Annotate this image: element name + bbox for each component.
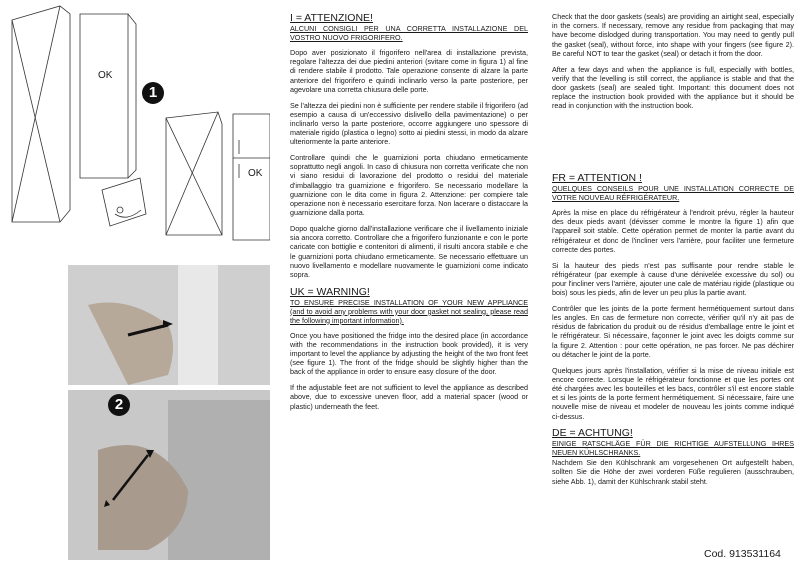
english-paragraph-3: Check that the door gaskets (seals) are providing an airtight seal, especially in the corners. If necessary, remove any residue from packaging that may have become dislodged during transportation. You may need to gently pull the gasket (seal), without force, into shape with your fingers (see figure 2). Be careful NOT to tear the gasket (seal) or detach it from the door. <box>552 12 794 58</box>
italian-subheading: ALCUNI CONSIGLI PER UNA CORRETTA INSTALLAZIONE DEL VOSTRO NUOVO FRIGORIFERO. <box>290 24 528 42</box>
text-column-left <box>290 12 528 417</box>
figure-2-badge: 2 <box>108 394 130 416</box>
french-subheading: QUELQUES CONSEILS POUR UNE INSTALLATION CORRECTE DE VOTRE NOUVEAU RÉFRIGÉRATEUR. <box>552 184 794 202</box>
english-section <box>290 286 528 411</box>
english-paragraph-2: If the adjustable feet are not sufficient to level the appliance as described above, due to excessive uneven floor, add a material spacer (wood or plastic) underneath the feet. <box>290 383 528 411</box>
italian-paragraph-1: Dopo aver posizionato il frigorifero nell'area di installazione prevista, regolare l'altezza dei due piedini anteriori (svitare come in figura 1) al fine di rendere stabile il prodotto. Tale operazione consente di alzare la parte anteriore del frigorifero e quindi inclinarlo verso la parte posteriore, per agevolare una corretta chiusura delle porte. <box>290 48 528 94</box>
french-paragraph-4: Quelques jours après l'installation, vérifier si la mise de niveau initiale est encore correcte. Lorsque le réfrigérateur fonctionne et que les portes ont été chargées avec les bouteilles et les bacs, contrôler s'il est encore stable et si les joints de la porte ferment hermétiquement. Si nécessaire, faire une nouvelle mise de niveau et modeler de nouveau les joints comme indiqué ci-dessus. <box>552 365 794 421</box>
figure-1-badge: 1 <box>142 82 164 104</box>
document-code: Cod. 913531164 <box>704 548 781 560</box>
english-heading: UK = WARNING! <box>290 285 370 298</box>
german-subheading: EINIGE RATSCHLÄGE FÜR DIE RICHTIGE AUFSTELLUNG IHRES NEUEN KÜHLSCHRANKS. <box>552 439 794 458</box>
italian-paragraph-3: Controllare quindi che le guarnizioni porta chiudano ermeticamente soprattutto negli angoli. In caso di chiusura non corretta verificate che non vi siano residui di lavorazione del prodotto o residui del materiale d'imballaggio tra guarnizione e frigorifero. Se necessario modellare la guarnizione con le dita come in figura 2. Attenzione: per compiere tale operazione non è necessario esercitare forza. Non lacerare o distaccare la guarnizione dalla porta. <box>290 153 528 218</box>
italian-paragraph-4: Dopo qualche giorno dall'installazione verificare che il livellamento iniziale sia ancora corretto. Controllare che a frigorifero funzionante e con le porte caricate con bottiglie e contenitori di alimenti, il risulti ancora stabile e che le guarnizioni porta chiudano ermeticamente. Se necessario effettuare un nuovo livellamento e modellare nuovamente le guarnizioni come indicato sopra. <box>290 223 528 279</box>
italian-paragraph-2: Se l'altezza dei piedini non è sufficiente per rendere stabile il frigorifero (ad esempio a causa di un'eccessivo dislivello della pavimentazione) o per inclinarlo verso la parte posteriore, occorre aggiungere uno spessore di materiale rigido (plastica o legno) sotto ai piedini stessi, in modo da alzare ulteriormente la parte anteriore. <box>290 100 528 147</box>
english-paragraph-4: After a few days and when the appliance is full, especially with bottles, verify that the levelling is still correct, the appliance is stable and that the door gaskets (seal) are sealed tight. Important: this document does not replace the instruction book provided with the appliance but it should be read in conjunction with the instruction book. <box>552 64 794 111</box>
gasket-photo-bottom <box>68 390 270 560</box>
text-column-right <box>552 12 794 492</box>
gasket-photo-top <box>68 265 270 385</box>
gasket-photo-bottom-illustration <box>68 390 270 560</box>
french-paragraph-2: Si la hauteur des pieds n'est pas suffisante pour rendre stable le réfrigérateur (par exemple à cause d'une dénivelée excessive du sol) ou pour l'incliner vers l'arrière, ajouter une cale de matériau rigide (plastique ou bois) sous les pieds, afin de lever un peu plus la partie avant. <box>552 260 794 298</box>
english-paragraph-1: Once you have positioned the fridge into the desired place (in accordance with the recommendations in the instruction book provided), it is very important to level the appliance by adjusting the height of the two front feet (see figure 1). The front of the fridge should be slightly higher than the back of the appliance in order to ensure easy closure of the door. <box>290 330 528 377</box>
gasket-photo-top-illustration <box>68 265 270 385</box>
ok-label-top: OK <box>98 70 113 81</box>
french-paragraph-3: Contrôler que les joints de la porte ferment hermétiquement surtout dans les angles. En cas de fermeture non correcte, vérifier qu'il n'y ait pas de résidus de fabrication du produit ou de résidus d'emballage entre le joint et le réfrigérateur. Si nécessaire, façonner le joint avec les doigts comme sur la figure 2. Attention : pour cette opération, ne pas forcer. Ne pas déchirer ou détacher le joint de la porte. <box>552 303 794 359</box>
french-heading: FR = ATTENTION ! <box>552 172 642 184</box>
italian-section <box>290 12 528 279</box>
german-paragraph-1: Nachdem Sie den Kühlschrank am vorgesehenen Ort aufgestellt haben, sollten Sie die Höhe der zwei vorderen Füße regulieren (ausschrauben, siehe Abb. 1), damit der Kühlschrank stabil steht. <box>552 458 794 486</box>
ok-label-lower: OK <box>248 168 263 179</box>
figure-1-fridge-leveling <box>0 0 270 250</box>
french-section <box>552 172 794 421</box>
german-heading: DE = ACHTUNG! <box>552 427 633 440</box>
english-subheading: TO ENSURE PRECISE INSTALLATION OF YOUR NEW APPLIANCE (and to avoid any problems with your door gasket not sealing, please read the following important information). <box>290 297 528 325</box>
german-section <box>552 427 794 486</box>
italian-heading: I = ATTENZIONE! <box>290 12 373 24</box>
french-paragraph-1: Après la mise en place du réfrigérateur à l'endroit prévu, régler la hauteur des deux pieds avant (dévisser comme le montre la figure 1) afin que l'appareil soit stable. Cette opération permet de monter la partie avant du réfrigérateur et donc de l'incliner vers l'arrière, pour faciliter une fermeture correcte des portes. <box>552 208 794 254</box>
